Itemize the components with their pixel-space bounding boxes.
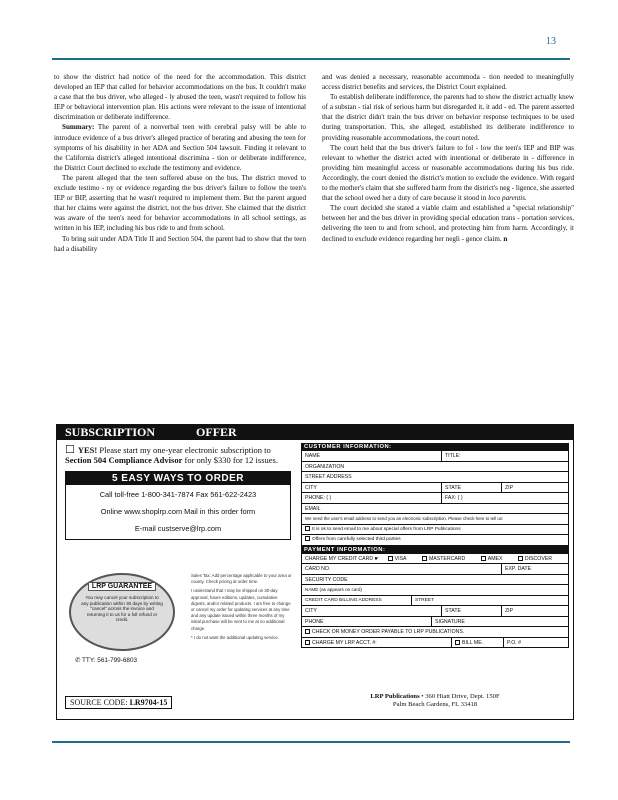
name-field[interactable]: NAME [302,451,442,461]
ways-to-order-box [65,471,291,540]
phone-field[interactable]: PHONE: ( ) [302,493,442,503]
offer-title-left: SUBSCRIPTION [65,425,156,439]
street-row [301,472,569,483]
ways-to-order-title: 5 EASY WAYS TO ORDER [66,472,290,485]
bill-me-option[interactable] [452,638,504,648]
visa-option[interactable]: VISA [388,556,414,562]
email-option-2-row [301,535,569,546]
security-code-field[interactable]: SECURITY CODE [305,576,348,583]
title-field[interactable]: TITLE: [445,453,461,459]
email-option-1-row [301,525,569,536]
article-right-column [322,72,574,414]
order-phone-fax: Call toll-free 1-800-341-7874 Fax 561-622-2423 [99,490,257,499]
tty-text: TTY: 561-799-6803 [82,657,138,664]
offer-title-right: OFFER [196,425,237,439]
source-code-label: SOURCE CODE: [70,698,128,707]
name-row [301,451,569,462]
billing-city-field[interactable]: CITY [302,606,442,616]
po-number-field[interactable]: P.O. # [507,639,522,646]
billing-address-row [301,596,569,607]
email-row [301,504,569,515]
charge-account-option[interactable] [302,638,452,648]
account-row [301,638,569,649]
street-field[interactable]: STREET ADDRESS [305,474,352,480]
checkbox-icon[interactable]: ☐ [65,444,75,456]
check-money-row [301,627,569,638]
billing-city-row [301,606,569,617]
yes-statement [65,445,293,465]
email-note: We need the user's email address to send you an electronic subscription. Please check here to tell us: [305,516,504,521]
article-left-column [54,72,306,414]
order-email: E-mail custserve@lrp.com [134,524,222,533]
product-name: Section 504 Compliance Advisor [65,455,183,465]
charge-account-label: CHARGE MY LRP ACCT. #: [312,639,377,646]
subscription-offer [56,424,574,720]
organization-row [301,462,569,473]
fine-print-approval: I understand that I may be shipped on 30-day approval, future editions, updates, cumulative digests, and/or related products. I am free to change or cancel my order for updating services at any time and any update issued within three months of my initial purchase will be sent to me at no additional charge. [191,588,291,631]
summary-lead: Summary: [62,123,95,132]
footer-rule [52,741,570,743]
left-column-paragraph: to show the district had notice of the need for the accommodation. This district developed an IEP that called for behavior accommodations on the bus. It couldn't make a case that the bus driver, who alleged - ly abused the teen, wasn't required to follow his IEP or behavioral intervention plan. His actions were relevant to the issue of intentional discrimination or deliberate indifference. [54,73,306,122]
card-number-row [301,564,569,575]
left-column-paragraph: The parent alleged that the teen suffered abuse on the bus. The district moved to exclude testimo - ny or evidence regarding the bus driver's failure to follow the teen's IEP or BIP, asserting that he wasn't required to implement them. But the parent argued that her claims were against the district, not the bus driver. She claimed that the district was aware of the teen's need for behavior accommodations in all school settings, as written in his IEP, including his bus ride to and from school. [54,173,306,233]
right-column-paragraph: The court held that the bus driver's failure to fol - low the teen's IEP and BIP was relevant to whether the district acted with intentional or deliberate in - difference in providing him meaningful access or reasonable accommodations during his bus ride. Accordingly, the court denied the district's motion to exclude the evidence. With regard to the mother's claim that she suffered harm from the district's neg - ligence, she asserted that the school owed her a duty of care because it stood in loco parentis. [322,143,574,203]
billing-state-field[interactable]: STATE [442,606,502,616]
publisher-address-2: Palm Beach Gardens, FL 33418 [392,701,478,708]
right-column-paragraph: The court decided she stated a viable claim and established a "special relationship" between her and the bus driver in providing special education trans - portation services, delivering the teen to and from school, and protecting him from harm. Accordingly, it declined to exclude evidence regarding her negli - gence claim. n [322,204,574,243]
email-option-2-label: Offers from carefully selected third parties [312,537,401,542]
guarantee-badge [69,573,175,651]
guarantee-seal [65,573,177,685]
fax-field[interactable]: FAX: ( ) [445,495,463,501]
offer-left-panel [65,445,293,540]
publisher-address-1: • 360 Hiatt Drive, Dept. 150F [419,693,500,700]
fine-print [191,573,293,644]
source-code [65,696,172,709]
left-column-paragraph: To bring suit under ADA Title II and Section 504, the parent had to show that the teen had a disability [54,234,306,253]
phone-row [301,493,569,504]
tty-number [75,656,137,664]
billing-address-label: CREDIT CARD BILLING ADDRESS [302,596,412,606]
order-form [301,443,569,648]
end-mark-icon: n [503,234,508,243]
charge-label: CHARGE MY CREDIT CARD ☛ [305,555,380,562]
card-type-row [301,554,569,565]
checkbox-icon[interactable] [305,629,310,634]
left-column-paragraph: Summary: The parent of a nonverbal teen with cerebral palsy will be able to introduce evidence of a bus driver's alleged practice of berating and abusing the teen for symptoms of his disability in her ADA and Section 504 lawsuit. Finding it relevant to the California district's alleged intentional discrimina - tion or deliberate indifference, the District Court declined to exclude the testimony and evidence. [54,123,306,172]
mastercard-option[interactable]: MASTERCARD [422,556,472,562]
billing-phone-field[interactable]: PHONE [302,617,432,627]
yes-text-1: Please start my one-year electronic subscription to [97,445,271,455]
state-field[interactable]: STATE [442,483,502,493]
page-number: 13 [546,36,556,47]
name-on-card-field[interactable]: NAME (as appears on card) [305,587,362,592]
check-money-label: CHECK OR MONEY ORDER PAYABLE TO LRP PUBLICATIONS. [312,629,465,635]
checkbox-icon[interactable] [455,640,460,645]
phone-icon: ✆ [75,657,83,664]
city-row [301,483,569,494]
name-on-card-row [301,585,569,596]
billing-street-field[interactable]: STREET [415,597,434,603]
source-code-value: LR9704-15 [129,698,168,707]
checkbox-icon[interactable] [305,536,310,541]
email-option-1[interactable] [302,525,568,535]
check-money-option[interactable] [302,627,568,637]
checkbox-icon[interactable] [305,526,310,531]
zip-field[interactable]: ZIP [505,484,514,491]
publisher-block [301,693,569,709]
right-column-paragraph: To establish deliberate indifference, the parents had to show the district actually knew of a substan - tial risk of serious harm but disregarded it, it add - ed. The parent asserted that the district didn't train the bus driver on behavior response techniques to be used during transportation. This, she alleged, established its deliberate indifference to providing reasonable accommodations, the court noted. [322,93,574,142]
discover-option[interactable]: DISCOVER [518,556,559,562]
security-code-row [301,575,569,586]
phone-signature-row [301,617,569,628]
amex-option[interactable]: AMEX [481,556,510,562]
right-column-paragraph: and was denied a necessary, reasonable accommoda - tion needed to meaningfully access district benefits and services, the District Court explained. [322,73,574,92]
email-option-1-label: It is ok to send email to me about special offers from LRP Publications [312,526,461,532]
guarantee-text: You may cancel your subscription to any publication within 30 days by writing "cancel" across the invoice and returning it to us for a full refund or credit. [81,595,163,623]
yes-text-2: for only $330 for 12 issues. [182,455,278,465]
exp-date-field[interactable]: EXP. DATE [505,566,532,572]
yes-word: YES! [77,445,98,455]
card-number-field[interactable]: CARD NO. [302,564,502,574]
payment-info-head: PAYMENT INFORMATION: [301,546,569,554]
order-online-mail: Online www.shoplrp.com Mail in this order form [100,507,256,516]
city-field[interactable]: CITY [302,483,442,493]
fine-print-tax: Sales Tax: Add percentage applicable to your area or county. Check pricing at order time. [191,573,292,585]
card-type-options [302,554,568,564]
email-field[interactable]: EMAIL [305,505,321,512]
signature-field[interactable]: SIGNATURE [435,618,465,625]
publisher-name: LRP Publications [370,693,420,700]
bill-me-label: BILL ME. [462,639,484,646]
header-rule [52,58,570,60]
email-option-2[interactable] [302,535,568,545]
checkbox-icon[interactable] [305,640,310,645]
billing-zip-field[interactable]: ZIP [505,608,514,614]
email-note-row [301,514,569,525]
fine-print-optout: * I do not want the additional updating service. [191,634,279,640]
customer-info-head: CUSTOMER INFORMATION: [301,443,569,451]
organization-field[interactable]: ORGANIZATION [305,463,345,470]
article-body [54,72,574,414]
guarantee-title: LRP GUARANTEE [88,582,156,591]
offer-header [57,425,573,440]
